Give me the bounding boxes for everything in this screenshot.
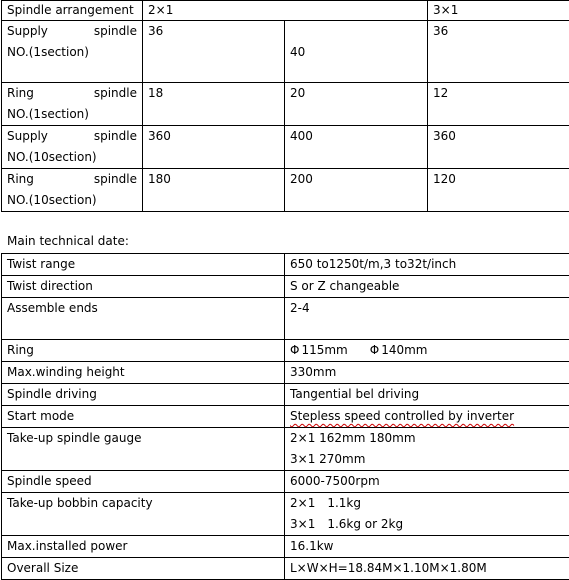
row-label-word: spindle	[94, 126, 137, 147]
spec-label: Overall Size	[2, 558, 285, 580]
row-label	[2, 83, 143, 126]
table-row	[2, 362, 569, 384]
bobbin-capacity: 1.1kg	[327, 496, 361, 510]
arrangement-3x1: 3×1	[428, 1, 569, 21]
section-caption: Main technical date:	[7, 232, 129, 250]
spec-value: L×W×H=18.84M×1.10M×1.80M	[285, 558, 569, 580]
spec-label: Take-up bobbin capacity	[2, 493, 285, 536]
cell-value-text: 40	[290, 45, 305, 59]
table-row	[2, 406, 569, 428]
bobbin-capacity: 1.6kg or 2kg	[327, 517, 403, 531]
cell-value: 18	[143, 83, 285, 126]
gauge-line: 3×1 270mm	[290, 449, 564, 470]
spec-value	[285, 340, 569, 362]
spec-value: 330mm	[285, 362, 569, 384]
bobbin-arrangement: 3×1	[290, 517, 315, 531]
spec-value: 16.1kw	[285, 536, 569, 558]
spec-label: Max.installed power	[2, 536, 285, 558]
diameter-symbol: Φ	[370, 343, 379, 357]
ring-size-2: 140mm	[381, 343, 427, 357]
cell-value: 360	[143, 126, 285, 169]
table-row	[2, 21, 569, 83]
spec-label: Ring	[2, 340, 285, 362]
cell-value: 36	[143, 21, 285, 83]
table-row	[2, 276, 569, 298]
bobbin-line	[290, 493, 564, 514]
spec-label: Spindle driving	[2, 384, 285, 406]
ring-size-1: 115mm	[301, 343, 347, 357]
table-row	[2, 384, 569, 406]
row-label-word: spindle	[94, 169, 137, 190]
spec-label: Assemble ends	[2, 298, 285, 340]
spec-value: 2-4	[285, 298, 569, 340]
cell-value	[285, 21, 428, 83]
arrangement-2x1: 2×1	[143, 1, 428, 21]
table-row	[2, 493, 569, 536]
spec-label: Max.winding height	[2, 362, 285, 384]
cell-value: 20	[285, 83, 428, 126]
cell-value: 36	[428, 21, 569, 83]
table-row	[2, 126, 569, 169]
row-label-word: Ring	[7, 83, 34, 104]
spec-value	[285, 428, 569, 471]
cell-value: 360	[428, 126, 569, 169]
table-row	[2, 169, 569, 212]
spindle-arrangement-table	[1, 0, 569, 212]
row-label-line: NO.(1section)	[7, 104, 137, 125]
cell-value: 180	[143, 169, 285, 212]
spec-label: Take-up spindle gauge	[2, 428, 285, 471]
table-row	[2, 536, 569, 558]
cell-value: 400	[285, 126, 428, 169]
technical-data-table	[1, 253, 569, 580]
table-row	[2, 340, 569, 362]
spindle-arrangement-label: Spindle arrangement	[2, 1, 143, 21]
spec-value	[285, 406, 569, 428]
cell-value: 120	[428, 169, 569, 212]
table-row	[2, 83, 569, 126]
row-label-word: Supply	[7, 126, 48, 147]
diameter-symbol: Φ	[290, 343, 299, 357]
row-label	[2, 169, 143, 212]
spec-label: Start mode	[2, 406, 285, 428]
spec-label: Twist direction	[2, 276, 285, 298]
row-label-word: spindle	[94, 21, 137, 42]
table-row	[2, 1, 569, 21]
start-mode-value: Stepless speed controlled by inverter	[290, 409, 514, 423]
cell-value: 200	[285, 169, 428, 212]
table-row	[2, 298, 569, 340]
table-row	[2, 558, 569, 580]
gauge-line: 2×1 162mm 180mm	[290, 428, 564, 449]
row-label-line: NO.(10section)	[7, 190, 137, 211]
row-label-line: NO.(1section)	[7, 42, 137, 63]
row-label-word: Ring	[7, 169, 34, 190]
spec-label: Spindle speed	[2, 471, 285, 493]
row-label-word: spindle	[94, 83, 137, 104]
row-label	[2, 21, 143, 83]
spec-value: 6000-7500rpm	[285, 471, 569, 493]
bobbin-arrangement: 2×1	[290, 496, 315, 510]
table-row	[2, 428, 569, 471]
spec-label: Twist range	[2, 254, 285, 276]
spec-value	[285, 493, 569, 536]
row-label-word: Supply	[7, 21, 48, 42]
cell-value: 12	[428, 83, 569, 126]
spec-value: Tangential bel driving	[285, 384, 569, 406]
bobbin-line	[290, 514, 564, 535]
spec-value: S or Z changeable	[285, 276, 569, 298]
table-row	[2, 471, 569, 493]
row-label-line: NO.(10section)	[7, 147, 137, 168]
spec-value: 650 to1250t/m,3 to32t/inch	[285, 254, 569, 276]
row-label	[2, 126, 143, 169]
table-row	[2, 254, 569, 276]
